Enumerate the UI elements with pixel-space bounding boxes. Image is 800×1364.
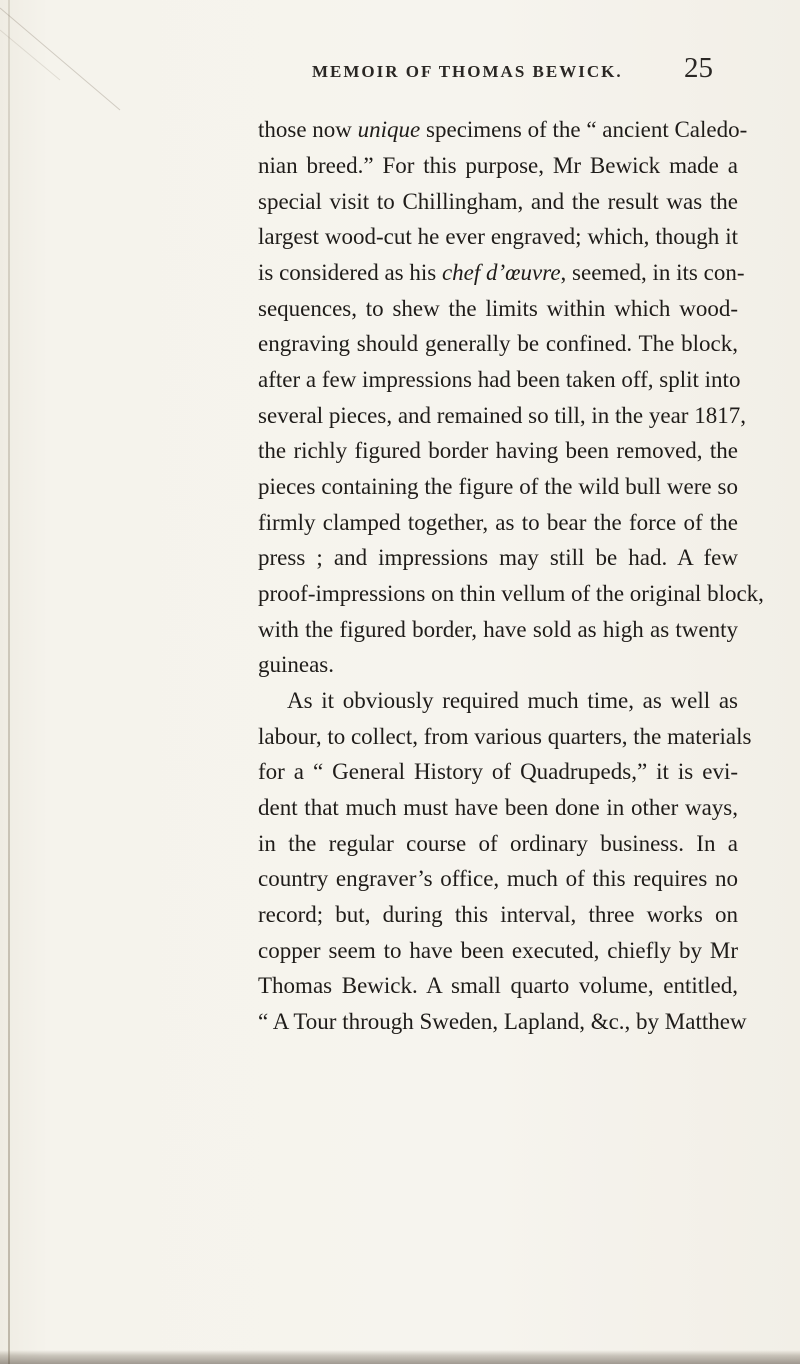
italic-phrase: unique xyxy=(357,117,421,142)
text-line: in the regular course of ordinary business. In a xyxy=(258,831,738,856)
text-line-paragraph-start: As it obviously required much time, as well as xyxy=(287,688,738,713)
text-line: sequences, to shew the limits within which wood- xyxy=(258,296,738,321)
text-line: labour, to collect, from various quarters, the materials xyxy=(258,724,752,749)
text-line: those now unique specimens of the “ ancient Caledo- xyxy=(258,117,748,142)
running-title: MEMOIR OF THOMAS BEWICK. xyxy=(312,62,623,81)
text-line: special visit to Chillingham, and the result was the xyxy=(258,189,738,214)
page-bottom-edge xyxy=(0,1350,800,1364)
text-line: the richly figured border having been removed, the xyxy=(258,438,738,463)
text-line: proof-impressions on thin vellum of the original block, xyxy=(258,581,764,606)
text-line: Thomas Bewick. A small quarto volume, entitled, xyxy=(258,973,738,998)
text-line: for a “ General History of Quadrupeds,” it is evi- xyxy=(258,759,738,784)
text-line: dent that much must have been done in other ways, xyxy=(258,795,738,820)
text-line: after a few impressions had been taken off, split into xyxy=(258,367,741,392)
text-line: pieces containing the figure of the wild bull were so xyxy=(258,474,738,499)
text-line: “ A Tour through Sweden, Lapland, &c., by Matthew xyxy=(258,1009,747,1034)
text-line: is considered as his chef d’œuvre, seemed, in its con- xyxy=(258,260,745,285)
text-line: several pieces, and remained so till, in the year 1817, xyxy=(258,403,746,428)
text-line: copper seem to have been executed, chiefly by Mr xyxy=(258,938,738,963)
text-line: record; but, during this interval, three works on xyxy=(258,902,738,927)
italic-phrase: chef d’œuvre xyxy=(441,260,561,285)
text-line: press ; and impressions may still be had. A few xyxy=(258,545,738,570)
text-line: country engraver’s office, much of this requires no xyxy=(258,866,738,891)
text-line: guineas. xyxy=(258,652,335,677)
text-line: with the figured border, have sold as high as twenty xyxy=(258,617,738,642)
text-line: nian breed.” For this purpose, Mr Bewick made a xyxy=(258,153,738,178)
text-line: firmly clamped together, as to bear the force of the xyxy=(258,510,738,535)
text-line: engraving should generally be confined. The block, xyxy=(258,331,738,356)
text-line: largest wood-cut he ever engraved; which, though it xyxy=(258,224,738,249)
page-number: 25 xyxy=(684,52,713,84)
